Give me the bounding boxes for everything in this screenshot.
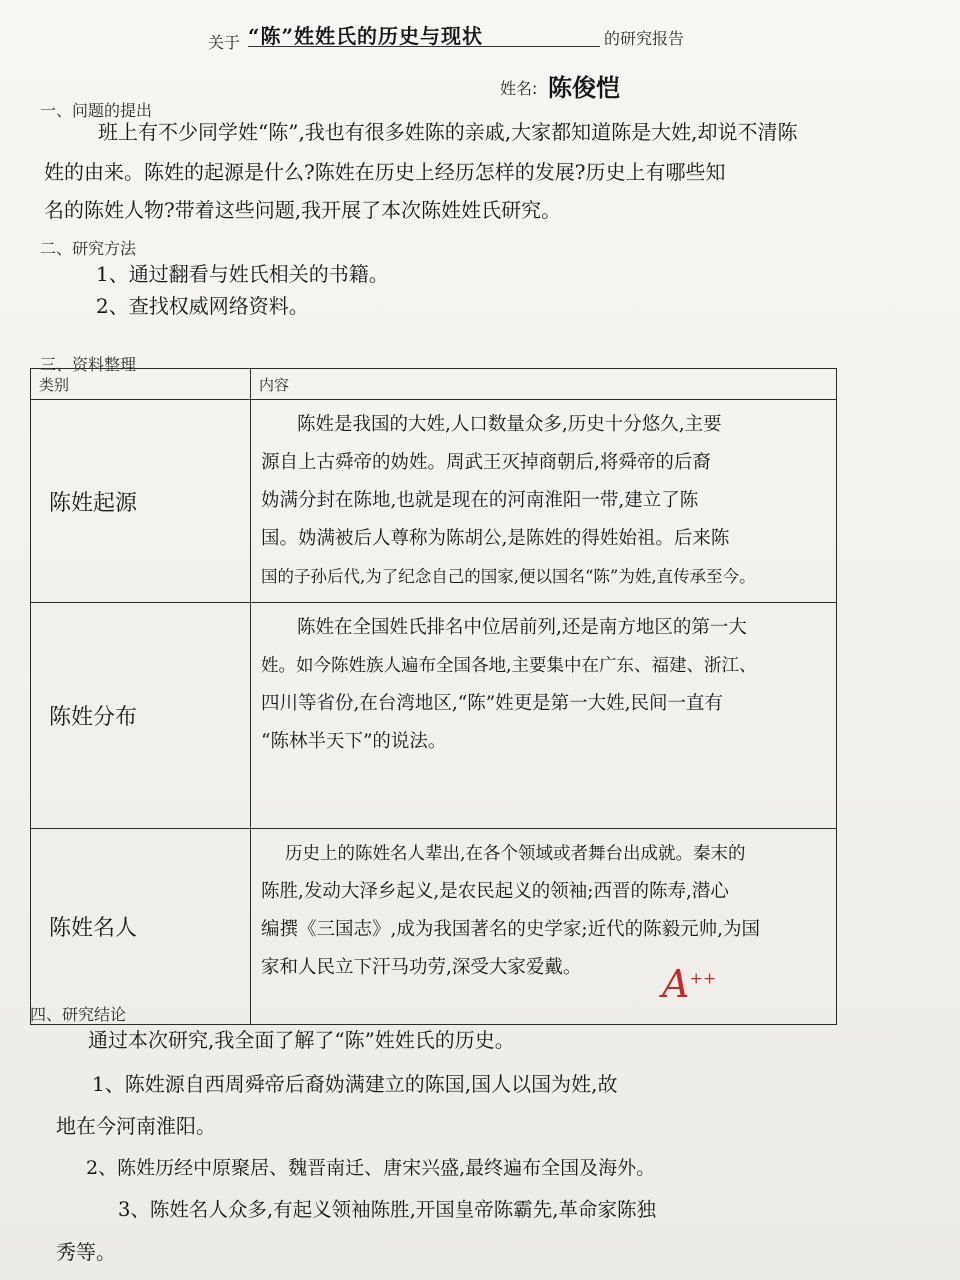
conclusion-point-1b: 地在今河南淮阳。 bbox=[56, 1114, 216, 1138]
conclusion-point-2: 2、陈姓历经中原聚居、魏晋南迁、唐宋兴盛,最终遍布全国及海外。 bbox=[86, 1157, 656, 1179]
content-line: “陈林半天下”的说法。 bbox=[261, 731, 447, 752]
content-figures bbox=[251, 829, 837, 1025]
table-row bbox=[31, 603, 837, 829]
report-title bbox=[208, 20, 808, 50]
title-prefix: 关于 bbox=[208, 33, 241, 52]
category-origin: 陈姓起源 bbox=[31, 400, 251, 603]
content-line: 国的子孙后代,为了纪念自己的国家,便以国名“陈”为姓,直传承至今。 bbox=[261, 567, 756, 586]
name-label: 姓名: bbox=[500, 79, 538, 98]
conclusion-point-1a: 1、陈姓源自西周舜帝后裔妫满建立的陈国,国人以国为姓,故 bbox=[92, 1072, 618, 1096]
question-line-1: 班上有不少同学姓“陈”,我也有很多姓陈的亲戚,大家都知道陈是大姓,却说不清陈 bbox=[98, 120, 798, 144]
content-line: 妫满分封在陈地,也就是现在的河南淮阳一带,建立了陈 bbox=[261, 490, 699, 511]
content-line: 历史上的陈姓名人辈出,在各个领域或者舞台出成就。秦末的 bbox=[285, 844, 746, 864]
content-distribution bbox=[251, 603, 837, 829]
content-line: 陈姓是我国的大姓,人口数量众多,历史十分悠久,主要 bbox=[297, 414, 722, 435]
table-row bbox=[31, 400, 837, 603]
category-distribution: 陈姓分布 bbox=[31, 603, 251, 829]
section-data-heading: 三、资料整理 bbox=[40, 355, 137, 374]
content-line: 陈胜,发动大泽乡起义,是农民起义的领袖;西晋的陈寿,潜心 bbox=[261, 881, 729, 902]
grade-mark bbox=[662, 962, 716, 1006]
header-category: 类别 bbox=[31, 369, 251, 400]
content-line: 陈姓在全国姓氏排名中位居前列,还是南方地区的第一大 bbox=[297, 617, 747, 638]
data-table bbox=[30, 368, 837, 1025]
content-line: 家和人民立下汗马功劳,深受大家爱戴。 bbox=[261, 957, 582, 978]
section-methods-heading: 二、研究方法 bbox=[40, 239, 137, 258]
grade-plus: ++ bbox=[689, 968, 717, 988]
grade-letter: A bbox=[662, 962, 690, 1006]
content-line: 国。妫满被后人尊称为陈胡公,是陈姓的得姓始祖。后来陈 bbox=[261, 528, 730, 549]
content-line: 四川等省份,在台湾地区,“陈”姓更是第一大姓,民间一直有 bbox=[261, 693, 724, 714]
table-header-row bbox=[31, 369, 837, 400]
header-content: 内容 bbox=[251, 369, 837, 400]
question-line-2: 姓的由来。陈姓的起源是什么?陈姓在历史上经历怎样的发展?历史上有哪些知 bbox=[44, 160, 726, 184]
section-conclusion-heading: 四、研究结论 bbox=[30, 1005, 127, 1024]
content-line: 编撰《三国志》,成为我国著名的史学家;近代的陈毅元帅,为国 bbox=[261, 919, 760, 940]
conclusion-point-3b: 秀等。 bbox=[56, 1240, 116, 1264]
conclusion-point-3a: 3、陈姓名人众多,有起义领袖陈胜,开国皇帝陈霸先,革命家陈独 bbox=[118, 1198, 657, 1221]
title-topic: “陈”姓姓氏的历史与现状 bbox=[248, 20, 600, 47]
question-line-3: 名的陈姓人物?带着这些问题,我开展了本次陈姓姓氏研究。 bbox=[44, 198, 562, 222]
name-value: 陈俊恺 bbox=[548, 73, 620, 102]
content-line: 姓。如今陈姓族人遍布全国各地,主要集中在广东、福建、浙江、 bbox=[261, 656, 757, 676]
conclusion-intro: 通过本次研究,我全面了解了“陈”姓姓氏的历史。 bbox=[88, 1028, 515, 1052]
content-origin bbox=[251, 400, 837, 603]
content-line: 源自上古舜帝的妫姓。周武王灭掉商朝后,将舜帝的后裔 bbox=[261, 452, 711, 473]
method-item-2: 2、查找权威网络资料。 bbox=[96, 294, 309, 318]
section-question-heading: 一、问题的提出 bbox=[40, 101, 153, 120]
method-item-1: 1、通过翻看与姓氏相关的书籍。 bbox=[96, 262, 389, 286]
title-suffix: 的研究报告 bbox=[604, 29, 685, 48]
category-figures: 陈姓名人 bbox=[31, 829, 251, 1025]
